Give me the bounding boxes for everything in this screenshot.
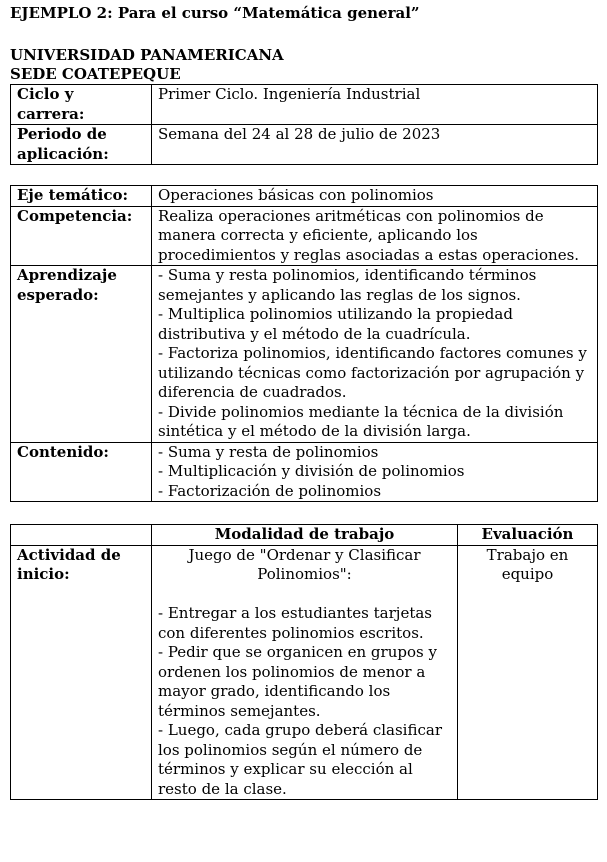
eje-label: Eje temático: [11, 186, 152, 207]
eje-value: Operaciones básicas con polinomios [152, 186, 598, 207]
list-item: - Factorización de polinomios [158, 481, 382, 500]
table-row [11, 186, 598, 207]
aprendizaje-label: Aprendizaje esperado: [11, 266, 152, 443]
contenido-value [152, 442, 598, 502]
game-title: Juego de "Ordenar y Clasificar Polinomios": [188, 545, 421, 583]
example-title: EJEMPLO 2: Para el curso “Matemática general” [10, 4, 420, 22]
table-row [11, 125, 598, 165]
table-row [11, 206, 598, 266]
modalidad-value [152, 545, 458, 800]
list-item: - Luego, cada grupo deberá clasificar los polinomios según el número de términos y explicar su elección al resto de la clase. [158, 721, 442, 798]
table-row [11, 266, 598, 443]
table-row [11, 545, 598, 800]
list-item: - Entregar a los estudiantes tarjetas con diferentes polinomios escritos. [158, 604, 432, 642]
ciclo-label: Ciclo y carrera: [11, 85, 152, 125]
campus-name: SEDE COATEPEQUE [10, 65, 181, 83]
header-modalidad: Modalidad de trabajo [152, 525, 458, 546]
list-item: - Divide polinomios mediante la técnica de la división sintética y el método de la división larga. [158, 402, 564, 440]
competencia-label: Competencia: [11, 206, 152, 266]
activity-table [10, 524, 598, 800]
table-header-row [11, 525, 598, 546]
list-item: - Multiplica polinomios utilizando la propiedad distributiva y el método de la cuadrícula. [158, 305, 513, 343]
competencia-value: Realiza operaciones aritméticas con polinomios de manera correcta y eficiente, aplicando los procedimientos y reglas asociadas a estas operaciones. [152, 206, 598, 266]
header-evaluacion: Evaluación [458, 525, 598, 546]
evaluacion-value: Trabajo en equipo [458, 545, 598, 800]
actividad-label: Actividad de inicio: [11, 545, 152, 800]
list-item: - Factoriza polinomios, identificando factores comunes y utilizando técnicas como factorización por agrupación y diferencia de cuadrados. [158, 344, 587, 401]
list-item: - Multiplicación y división de polinomios [158, 462, 465, 480]
periodo-value: Semana del 24 al 28 de julio de 2023 [152, 125, 598, 165]
list-item: - Pedir que se organicen en grupos y ordenen los polinomios de menor a mayor grado, identificando los términos semejantes. [158, 643, 437, 720]
university-name: UNIVERSIDAD PANAMERICANA [10, 46, 284, 64]
table-row [11, 85, 598, 125]
aprendizaje-value [152, 266, 598, 443]
info-table [10, 84, 598, 165]
list-item: - Suma y resta de polinomios [158, 442, 379, 461]
list-item: - Suma y resta polinomios, identificando términos semejantes y aplicando las reglas de los signos. [158, 266, 537, 304]
ciclo-value: Primer Ciclo. Ingeniería Industrial [152, 85, 598, 125]
topic-table [10, 185, 598, 502]
contenido-label: Contenido: [11, 442, 152, 502]
spacer [158, 585, 451, 605]
document-page [10, 4, 600, 800]
periodo-label: Periodo de aplicación: [11, 125, 152, 165]
table-row [11, 442, 598, 502]
header-empty-cell [11, 525, 152, 546]
